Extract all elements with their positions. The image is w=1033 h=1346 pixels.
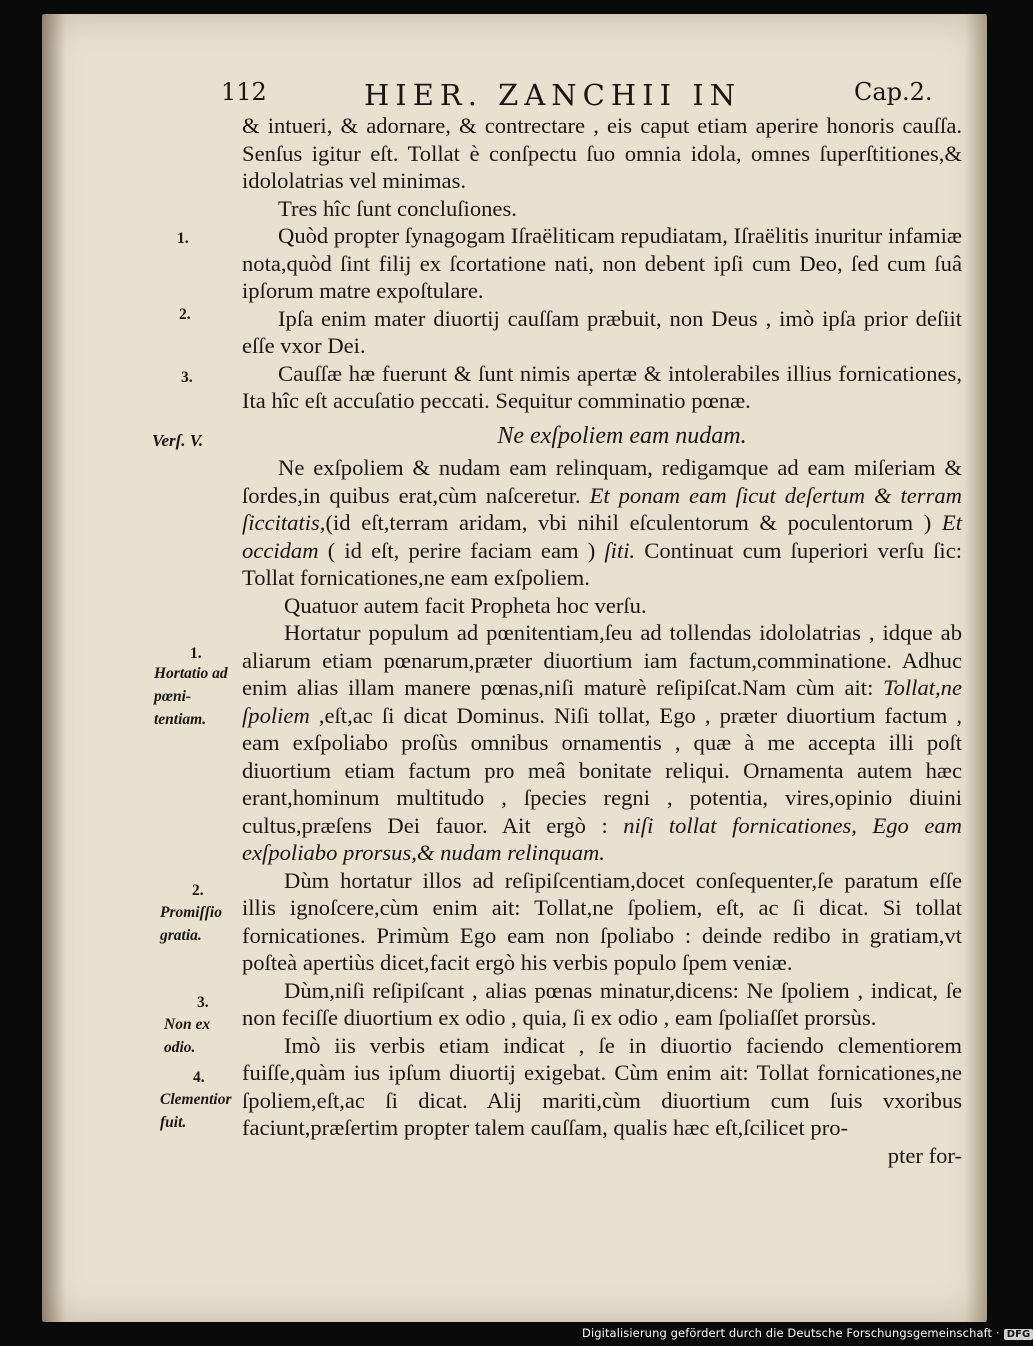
quote-run: Et occidam bbox=[242, 510, 962, 563]
digitization-credit bbox=[582, 1326, 1033, 1340]
margin-note-2-number: 2. bbox=[192, 882, 204, 899]
dfg-logo: DFG bbox=[1004, 1329, 1033, 1340]
paragraph: Quòd propter ſynagogam Iſraëliticam repudiatam, Iſraëlitis inuritur infamiæ nota,quòd ſint filij ex ſcortatione nati, non debent ipſi cum Deo, ſed cum ſuâ ipſorum matre expoſtulare. bbox=[242, 223, 962, 303]
quote-run: ſiti. bbox=[604, 537, 636, 563]
verse-heading: Ne exſpoliem eam nudam. bbox=[497, 422, 747, 449]
margin-note-1-number: 1. bbox=[190, 645, 202, 662]
margin-number-2: 2. bbox=[179, 306, 191, 323]
text-run: ,eſt,ac ſi dicat Dominus. Niſi tollat, Ego , præter diuortium factum , eam exſpoliabo proſùs omnibus ornamentis , quæ à me accepta illi poſt diuortium etiam factum pro meâ bonitate reliqui. Ornamenta autem hæc erant,hominum multitudo , ſpecies regni , potentia, vires,opinio diuini cultus,præſens Dei fauor. Ait ergò : bbox=[242, 702, 962, 838]
paragraph: Cauſſæ hæ fuerunt & ſunt nimis apertæ & intolerabiles illius fornicationes, Ita hîc eſt accuſatio peccati. Sequitur comminatio pœnæ. bbox=[242, 360, 962, 413]
catchword: pter for- bbox=[887, 1142, 962, 1168]
quote-run: Tollat,ne ſpoliem bbox=[242, 675, 962, 728]
paragraph: Dùm hortatur illos ad reſipiſcentiam,docet conſequenter,ſe paratum eſſe illis ignoſcere,cùm enim ait: Tollat,ne ſpoliem, eſt, ac ſi dicat. Si tollat fornicationes. Primùm Ego eam non ſpoliabo : deinde redibo in gratiam,vt poſteà apertiùs dicet,facit ergò his verbis populo ſpem veniæ. bbox=[242, 867, 962, 975]
margin-verse-label: Verſ. V. bbox=[152, 431, 204, 450]
running-title: HIER. ZANCHII IN bbox=[364, 78, 742, 112]
margin-note-3: Non ex odio. bbox=[164, 1016, 211, 1056]
quote-run: niſi tollat fornicationes, Ego eam exſpoliabo prorsus,& nudam relinquam. bbox=[242, 812, 962, 865]
paragraph: Ipſa enim mater diuortij cauſſam præbuit, non Deus , imò ipſa prior deſiit eſſe vxor Dei. bbox=[242, 305, 962, 358]
margin-note-4: Clementior fuit. bbox=[160, 1091, 232, 1131]
paragraph bbox=[242, 454, 962, 592]
text-run: (id eſt,terram aridam, vbi nihil eſculentorum & poculentorum ) bbox=[325, 510, 942, 535]
page-number: 112 bbox=[221, 78, 267, 106]
book-page bbox=[42, 14, 987, 1322]
text-run: Continuat cum ſuperiori verſu ſic: Tollat fornicationes,ne eam exſpoliem. bbox=[242, 537, 963, 590]
paragraph bbox=[242, 619, 962, 867]
margin-note-4-number: 4. bbox=[193, 1069, 205, 1086]
paragraph: Quatuor autem facit Propheta hoc verſu. bbox=[284, 592, 647, 618]
text-run: Hortatur populum ad pœnitentiam,ſeu ad tollendas idololatrias , idque ab aliarum etiam pœnarum,præter diuortium iam factum,comminatione. Adhuc enim alias illam manere pœnas,niſi maturè reſipiſcat.Nam cùm ait: bbox=[242, 620, 962, 700]
paragraph: Imò iis verbis etiam indicat , ſe in diuortio faciendo clementiorem fuiſſe,quàm ius ipſum diuortij exigebat. Cùm enim ait: Tollat fornicationes,ne ſpoliem,eſt,ac ſi dicat. Alij mariti,cùm diuortium cum ſuis vxoribus faciunt,præſertim propter talem cauſſam, qualis hæc eſt,ſcilicet pro- bbox=[242, 1032, 962, 1140]
text-run: ( id eſt, perire faciam eam ) bbox=[318, 537, 605, 563]
chapter-label: Cap.2. bbox=[854, 78, 933, 106]
margin-note-2: Promiſſio gratia. bbox=[160, 904, 222, 944]
paragraph: Dùm,niſi reſipiſcant , alias pœnas minatur,dicens: Ne ſpoliem , indicat, ſe non feciſſe diuortium ex odio , quia, ſi ex odio , eam ſpoliaſſet prorsùs. bbox=[242, 977, 962, 1030]
paragraph: & intueri, & adornare, & contrectare , eis caput etiam aperire honoris cauſſa. Senſus igitur eſt. Tollat è conſpectu ſuo omnia idola, omnes ſuperſtitiones,& idololatrias vel minimas. bbox=[242, 113, 962, 193]
text-run: Ne exſpoliem & nudam eam relinquam, redigamque ad eam miſeriam & ſordes,in quibus erat,cùm naſceretur. bbox=[242, 455, 962, 508]
paragraph: Tres hîc ſunt concluſiones. bbox=[278, 195, 517, 221]
body-text bbox=[242, 112, 962, 1169]
quote-run: Et ponam eam ſicut deſertum & terram ſiccitatis, bbox=[242, 482, 962, 535]
margin-number-3: 3. bbox=[181, 369, 193, 386]
margin-note-3-number: 3. bbox=[197, 994, 209, 1011]
credit-text: Digitalisierung gefördert durch die Deutsche Forschungsgemeinschaft · bbox=[582, 1326, 1000, 1340]
margin-number-1: 1. bbox=[177, 230, 189, 247]
margin-note-1: Hortatio ad pœnitentiam. bbox=[154, 665, 228, 728]
